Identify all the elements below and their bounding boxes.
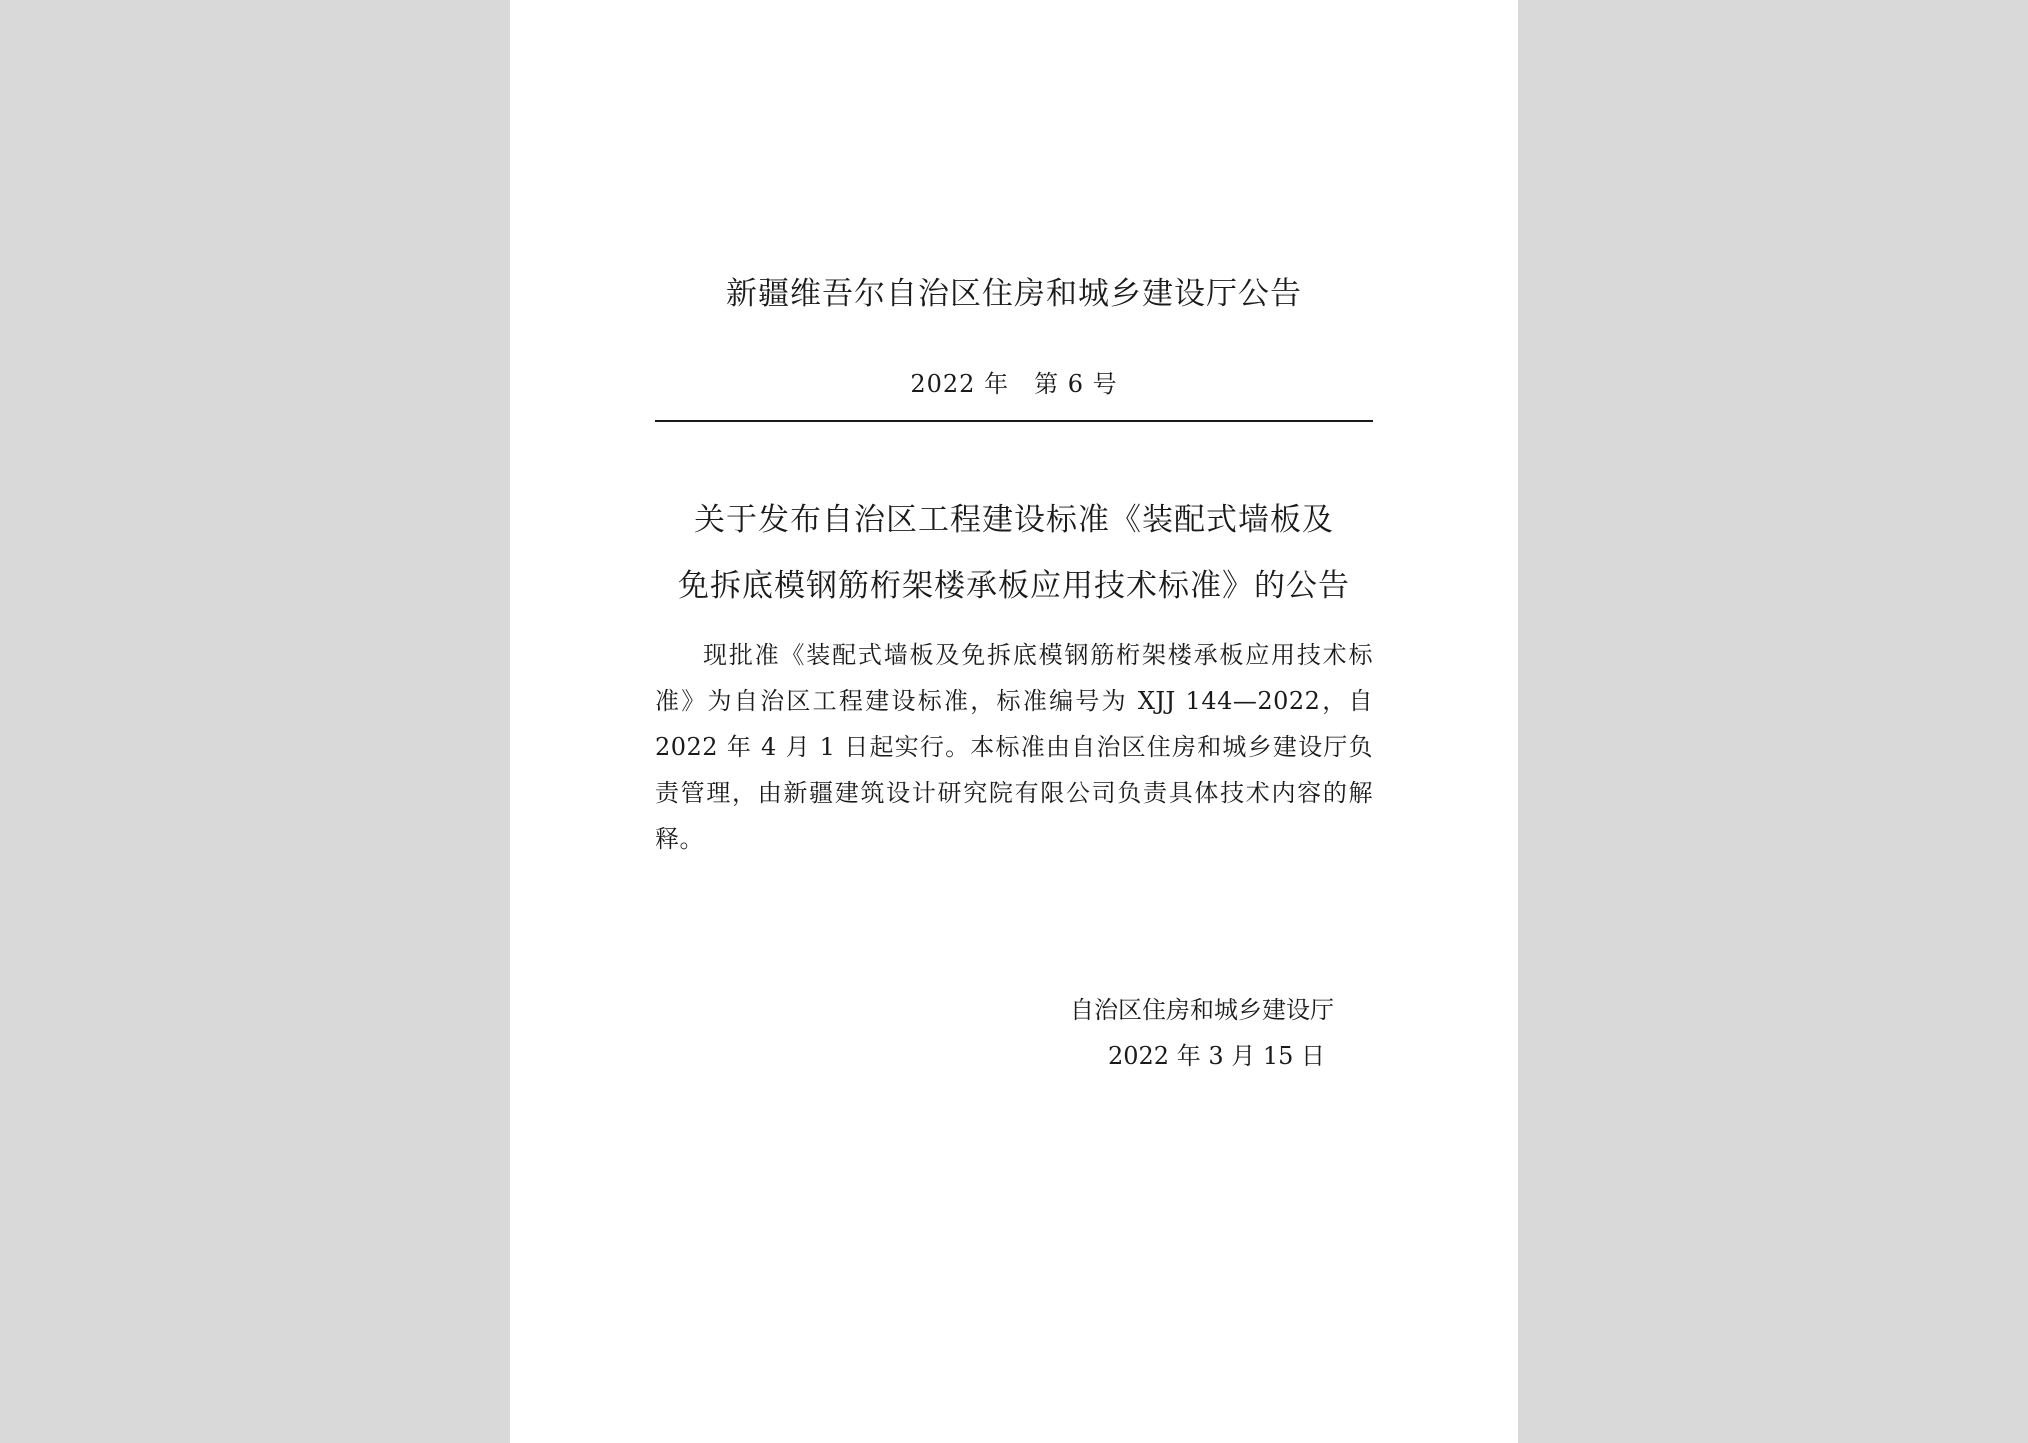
signing-date: 2022 年 3 月 15 日: [1108, 1042, 1326, 1070]
issue-number: 2022 年 第 6 号: [910, 370, 1118, 398]
announcement-title-line: 免拆底模钢筋桁架楼承板应用技术标准》的公告: [678, 568, 1350, 604]
announcement-body: 现批准《装配式墙板及免拆底模钢筋桁架楼承板应用技术标准》为自治区工程建设标准，标准编号为 XJJ 144—2022，自 2022 年 4 月 1 日起实行。本标准由自治区住房和城乡建设厅负责管理，由新疆建筑设计研究院有限公司负责具体技术内容的解释。: [655, 641, 1373, 853]
announcement-title: [655, 487, 1373, 619]
header-divider: [655, 420, 1373, 422]
issuer-heading: 新疆维吾尔自治区住房和城乡建设厅公告: [726, 276, 1302, 312]
document-page: [510, 0, 1518, 1443]
signing-organization: 自治区住房和城乡建设厅: [1070, 996, 1334, 1024]
announcement-title-line: 关于发布自治区工程建设标准《装配式墙板及: [694, 502, 1334, 538]
